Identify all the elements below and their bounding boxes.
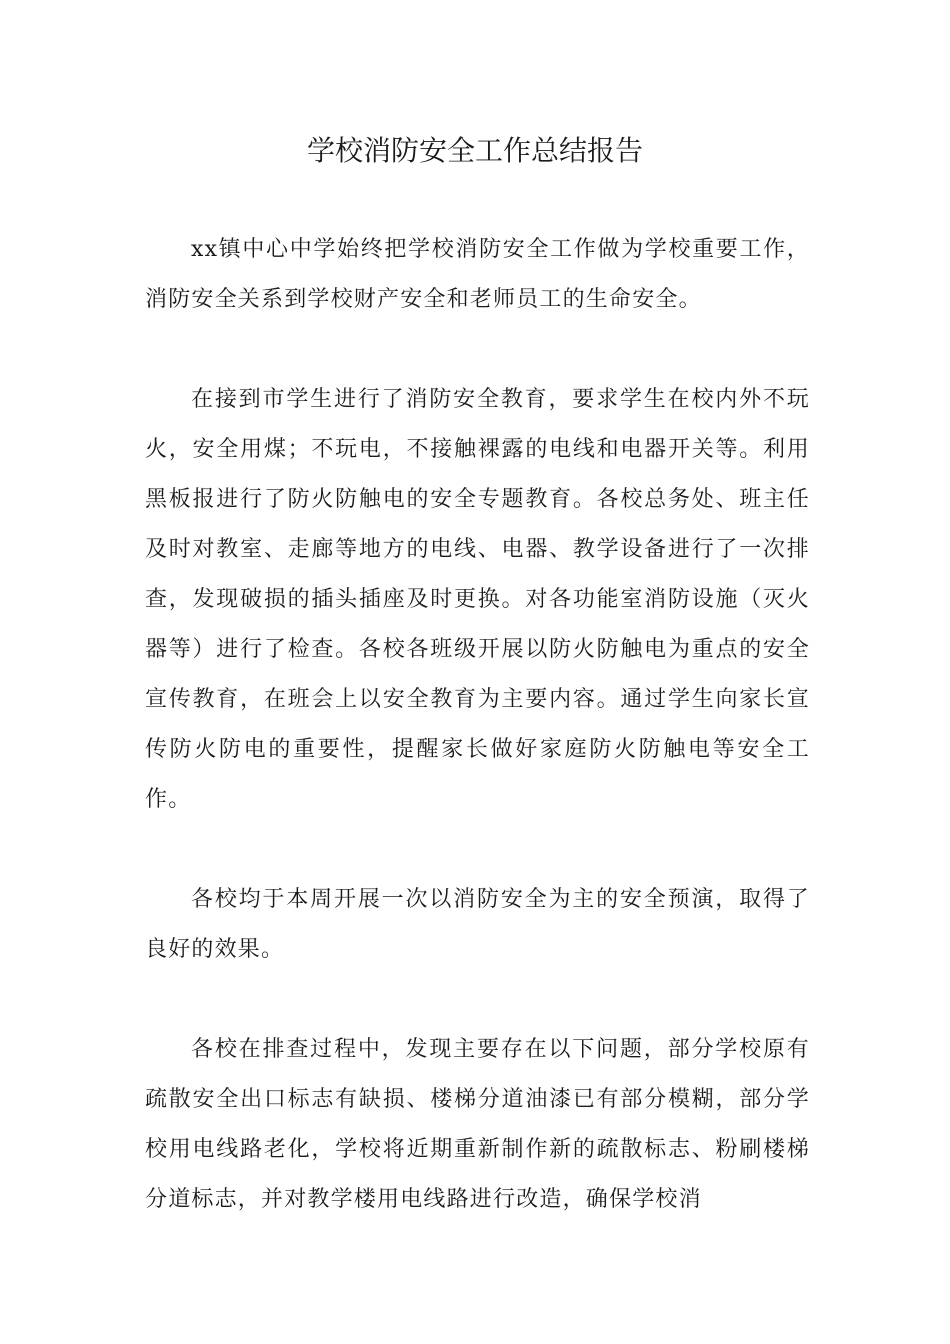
- paragraph-1-block: [145, 225, 810, 325]
- paragraph: 各校均于本周开展一次以消防安全为主的安全预演，取得了良好的效果。: [145, 887, 810, 962]
- paragraph-2-block: [145, 375, 810, 825]
- paragraph: 各校在排查过程中，发现主要存在以下问题，部分学校原有疏散安全出口标志有缺损、楼梯分道油漆已有部分模糊，部分学校用电线路老化，学校将近期重新制作新的疏散标志、粉刷楼梯分道标志，并对教学楼用电线路进行改造，确保学校消: [145, 1037, 810, 1212]
- paragraph-4-block: [145, 1025, 810, 1225]
- paragraph: xx镇中心中学始终把学校消防安全工作做为学校重要工作，消防安全关系到学校财产安全和老师员工的生命安全。: [145, 237, 810, 312]
- paragraph: 在接到市学生进行了消防安全教育，要求学生在校内外不玩火，安全用煤；不玩电，不接触裸露的电线和电器开关等。利用黑板报进行了防火防触电的安全专题教育。各校总务处、班主任及时对教室、走廊等地方的电线、电器、教学设备进行了一次排查，发现破损的插头插座及时更换。对各功能室消防设施（灭火器等）进行了检查。各校各班级开展以防火防触电为重点的安全宣传教育，在班会上以安全教育为主要内容。通过学生向家长宣传防火防电的重要性，提醒家长做好家庭防火防触电等安全工作。: [145, 387, 810, 812]
- document-title: 学校消防安全工作总结报告: [306, 134, 643, 167]
- paragraph-3-block: [145, 875, 810, 975]
